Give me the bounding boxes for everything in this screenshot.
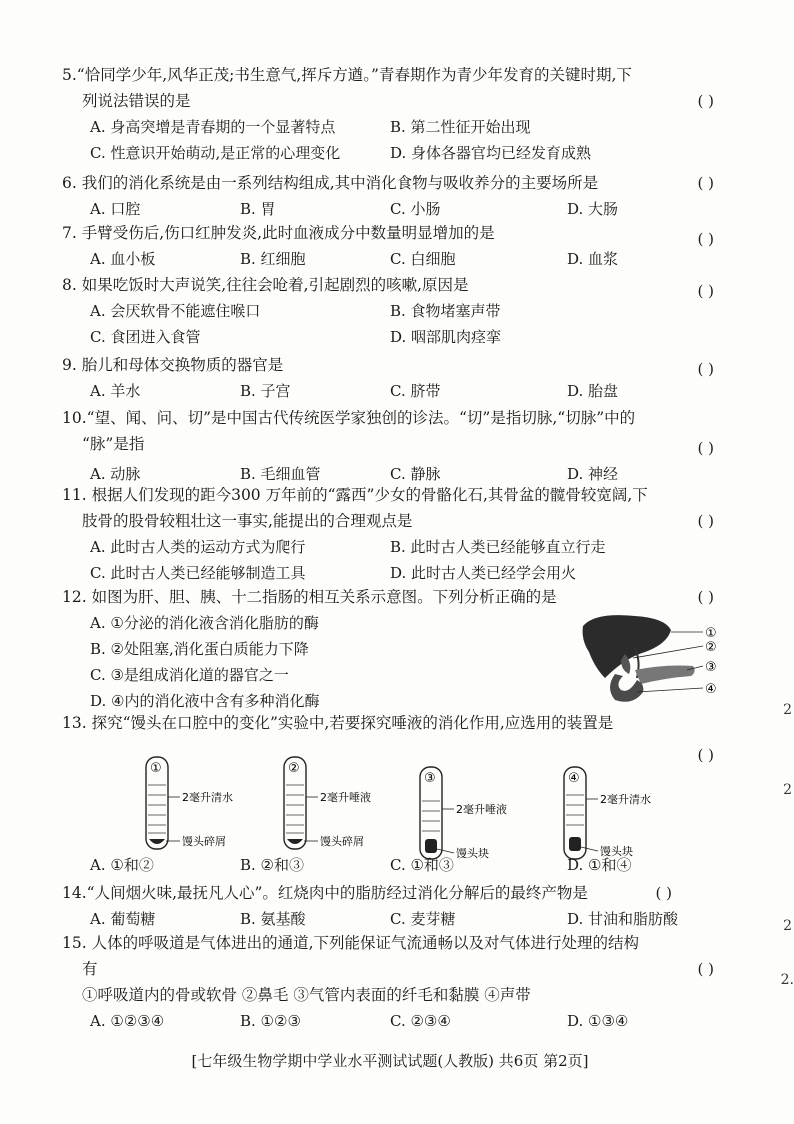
answer-blank: ( )	[697, 282, 714, 300]
option-d: D. ①和④	[567, 856, 632, 874]
option-d: D. 身体各器官均已经发育成熟	[390, 144, 592, 162]
tube-number: ②	[288, 761, 300, 776]
option-c: C. 麦芽糖	[390, 910, 456, 928]
test-tube-3	[420, 767, 507, 860]
answer-blank: ( )	[697, 588, 714, 606]
question-stem-cont: “脉”是指	[82, 435, 145, 453]
question-13-options	[62, 852, 722, 878]
margin-mark: 2	[783, 702, 792, 718]
question-8	[62, 272, 722, 350]
option-a: A. 血小板	[90, 250, 156, 268]
page-footer: [七年级生物学期中学业水平测试试题(人教版) 共6页 第2页]	[191, 1052, 589, 1070]
answer-blank: ( )	[697, 512, 714, 530]
pancreas-shape	[635, 666, 695, 685]
option-b: B. 子宫	[240, 382, 291, 400]
option-b: B. 氨基酸	[240, 910, 306, 928]
option-a: A. 此时古人类的运动方式为爬行	[90, 538, 306, 556]
question-14	[62, 880, 722, 932]
question-15	[62, 930, 722, 1034]
option-c: C. 静脉	[390, 465, 441, 483]
option-a: A. 羊水	[90, 382, 141, 400]
bread-crumbs	[149, 839, 165, 844]
option-a: A. 口腔	[90, 200, 141, 218]
tube-solid-label: 馒头块	[456, 847, 489, 860]
figure-label-4: ④	[705, 682, 717, 697]
option-c: C. 性意识开始萌动,是正常的心理变化	[90, 144, 341, 162]
answer-blank: ( )	[697, 439, 714, 457]
option-b: B. 毛细血管	[240, 465, 321, 483]
option-d: D. 大肠	[567, 200, 619, 218]
option-b: B. ②处阻塞,消化蛋白质能力下降	[90, 640, 309, 658]
question-stem: 5.“恰同学少年,风华正茂;书生意气,挥斥方遒。”青春期作为青少年发育的关键时期,下	[62, 66, 632, 84]
option-c: C. 脐带	[390, 382, 441, 400]
option-d: D. 神经	[567, 465, 619, 483]
margin-mark: 2.	[780, 972, 794, 988]
option-c: C. ③是组成消化道的器官之一	[90, 666, 289, 684]
answer-blank: ( )	[697, 360, 714, 378]
option-c: C. 此时古人类已经能够制造工具	[90, 564, 306, 582]
bread-crumbs	[287, 839, 303, 844]
question-stem-cont: 有	[82, 960, 98, 978]
option-a: A. 动脉	[90, 465, 141, 483]
option-b: B. 食物堵塞声带	[390, 302, 501, 320]
margin-mark: 2	[783, 782, 792, 798]
question-9	[62, 352, 722, 404]
option-d: D. 胎盘	[567, 382, 619, 400]
question-stem: 15. 人体的呼吸道是气体进出的通道,下列能保证气流通畅以及对气体进行处理的结构	[62, 934, 640, 952]
figure-label-2: ②	[705, 640, 717, 655]
test-tube-1	[146, 757, 233, 849]
figure-label-1: ①	[705, 626, 717, 641]
option-a: A. ①②③④	[90, 1012, 165, 1030]
question-stem-cont: 列说法错误的是	[82, 92, 191, 110]
question-6	[62, 170, 722, 222]
question-11	[62, 482, 722, 586]
option-d: D. 血浆	[567, 250, 619, 268]
option-c: C. ②③④	[390, 1012, 451, 1030]
answer-blank: ( )	[697, 746, 714, 764]
option-c: C. 食团进入食管	[90, 328, 201, 346]
question-stem: 13. 探究“馒头在口腔中的变化”实验中,若要探究唾液的消化作用,应选用的装置是	[62, 714, 614, 732]
tube-solid-label: 馒头碎屑	[320, 835, 364, 848]
tube-liquid-label: 2毫升清水	[600, 793, 651, 806]
option-d: D. ①③④	[567, 1012, 629, 1030]
option-d: D. 咽部肌肉痉挛	[390, 328, 502, 346]
option-b: B. 第二性征开始出现	[390, 118, 531, 136]
option-d: D. ④内的消化液中含有多种消化酶	[90, 692, 320, 710]
tube-liquid-label: 2毫升唾液	[456, 803, 507, 816]
tube-solid-label: 馒头块	[600, 845, 633, 858]
question-stem: 14.“人间烟火味,最抚凡人心”。红烧肉中的脂肪经过消化分解后的最终产物是	[62, 884, 588, 902]
question-stem: 8. 如果吃饭时大声说笑,往往会呛着,引起剧烈的咳嗽,原因是	[62, 276, 469, 294]
question-5	[62, 62, 722, 166]
option-b: B. 胃	[240, 200, 276, 218]
option-a: A. ①分泌的消化液含消化脂肪的酶	[90, 614, 319, 632]
option-a: A. 葡萄糖	[90, 910, 156, 928]
tube-solid-label: 馒头碎屑	[182, 835, 226, 848]
option-a: A. 身高突增是青春期的一个显著特点	[90, 118, 336, 136]
answer-blank: ( )	[697, 174, 714, 192]
test-tube-2	[284, 757, 371, 849]
option-b: B. ①②③	[240, 1012, 301, 1030]
bread-block	[425, 839, 437, 853]
question-stem: 7. 手臂受伤后,伤口红肿发炎,此时血液成分中数量明显增加的是	[62, 224, 495, 242]
test-tube-4	[564, 767, 651, 859]
digestive-organs-figure	[575, 608, 735, 708]
option-b: B. ②和③	[240, 856, 305, 874]
question-stem: 11. 根据人们发现的距今300 万年前的“露西”少女的骨骼化石,其骨盆的髋骨较宽阔,下	[62, 486, 648, 504]
option-c: C. 白细胞	[390, 250, 456, 268]
tube-number: ④	[568, 771, 580, 786]
bread-block	[569, 837, 581, 851]
question-7	[62, 220, 722, 272]
question-stem: 12. 如图为肝、胆、胰、十二指肠的相互关系示意图。下列分析正确的是	[62, 588, 557, 606]
tube-liquid-label: 2毫升清水	[182, 791, 233, 804]
question-stem: 10.“望、闻、问、切”是中国古代传统医学家独创的诊法。“切”是指切脉,“切脉”中的	[62, 409, 636, 427]
structure-items: ①呼吸道内的骨或软骨 ②鼻毛 ③气管内表面的纤毛和黏膜 ④声带	[82, 986, 531, 1004]
option-c: C. ①和③	[390, 856, 454, 874]
option-b: B. 此时古人类已经能够直立行走	[390, 538, 606, 556]
question-stem: 6. 我们的消化系统是由一系列结构组成,其中消化食物与吸收养分的主要场所是	[62, 174, 599, 192]
question-stem: 9. 胎儿和母体交换物质的器官是	[62, 356, 284, 374]
option-a: A. ①和②	[90, 856, 154, 874]
tube-number: ③	[424, 771, 436, 786]
question-stem-cont: 肢骨的股骨较粗壮这一事实,能提出的合理观点是	[82, 512, 413, 530]
option-d: D. 此时古人类已经学会用火	[390, 564, 577, 582]
answer-blank: ( )	[697, 230, 714, 248]
figure-label-3: ③	[705, 660, 717, 675]
option-c: C. 小肠	[390, 200, 441, 218]
answer-blank: ( )	[697, 960, 714, 978]
option-d: D. 甘油和脂肪酸	[567, 910, 679, 928]
answer-blank: ( )	[697, 92, 714, 110]
test-tubes-figure	[62, 755, 722, 865]
margin-mark: 2	[783, 918, 792, 934]
option-a: A. 会厌软骨不能遮住喉口	[90, 302, 261, 320]
question-10	[62, 405, 722, 487]
option-b: B. 红细胞	[240, 250, 306, 268]
tube-number: ①	[150, 761, 162, 776]
answer-blank: ( )	[655, 884, 672, 902]
duodenum-shape	[610, 674, 643, 702]
tube-liquid-label: 2毫升唾液	[320, 791, 371, 804]
